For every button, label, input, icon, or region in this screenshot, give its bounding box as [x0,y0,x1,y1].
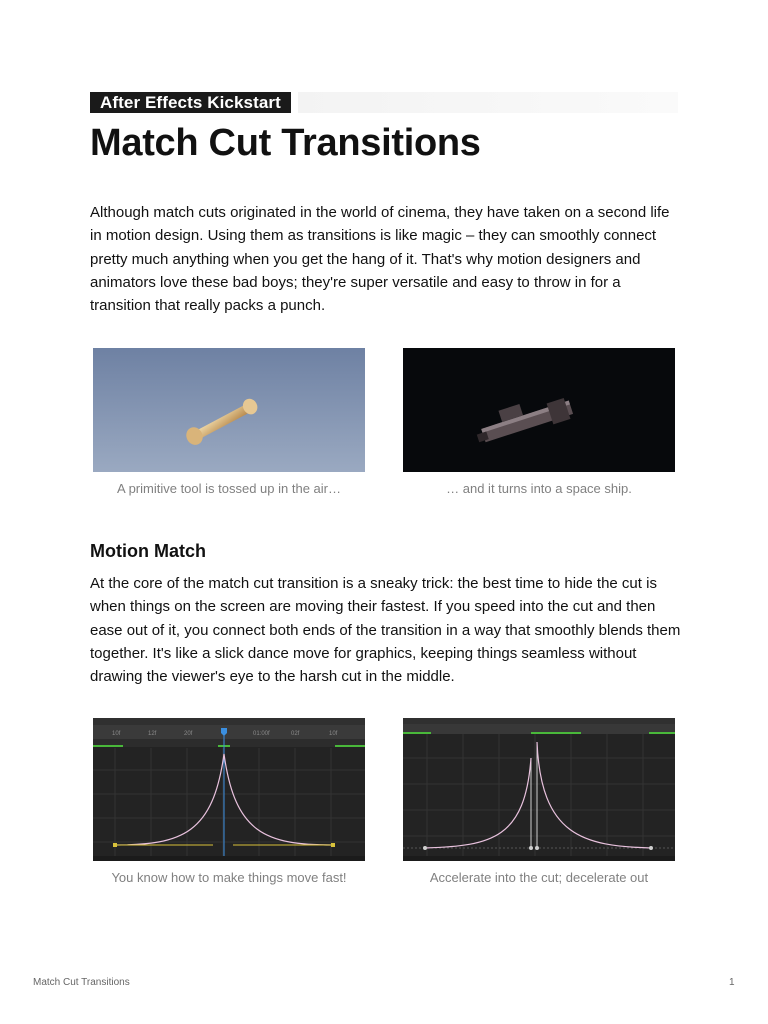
ruler-label: 10f [112,731,121,737]
figure-caption: You know how to make things move fast! [111,870,347,885]
bone-image [93,348,365,472]
section-paragraph: At the core of the match cut transition is a sneaky trick: the best time to hide the cut is when things on the screen are moving their fastest. If you speed into the cut and then ease out of it, you connect both ends of the transition in a way that smoothly blends them together. It's like a slick dance move for graphics, keeping things seamless without drawing the viewer's eye to the harsh cut in the middle. [90,575,681,686]
section-heading: Motion Match [90,541,206,561]
page-number: 1 [729,977,735,988]
figure-spaceship [403,348,675,496]
figure-caption: … and it turns into a space ship. [446,481,632,496]
figure-bone [93,348,365,496]
ruler-label: 12f [148,731,157,737]
graph-editor-image [93,718,365,861]
ruler-label: 02f [291,731,300,737]
ruler-label: 20f [184,731,193,737]
figure-easing-graph [403,718,675,885]
page-title: Match Cut Transitions [90,122,481,164]
ruler-label: 10f [329,731,338,737]
series-tag: After Effects Kickstart [90,92,291,113]
footer-title: Match Cut Transitions [33,977,130,988]
figure-speed-graph [93,718,365,885]
spaceship-image [403,348,675,472]
intro-paragraph: Although match cuts originated in the world of cinema, they have taken on a second life in motion design. Using them as transitions is like magic – they can smoothly connect pretty much anything when you get the hang of it. That's why motion designers and animators love these bad boys; they're super versatile and easy to throw in for a transition that really packs a punch. [90,204,670,315]
figure-caption: A primitive tool is tossed up in the air… [117,481,341,496]
easing-graph-image [403,718,675,861]
figure-caption: Accelerate into the cut; decelerate out [429,870,649,885]
tag-strip [298,92,678,113]
ruler-label: 01:00f [253,731,270,737]
